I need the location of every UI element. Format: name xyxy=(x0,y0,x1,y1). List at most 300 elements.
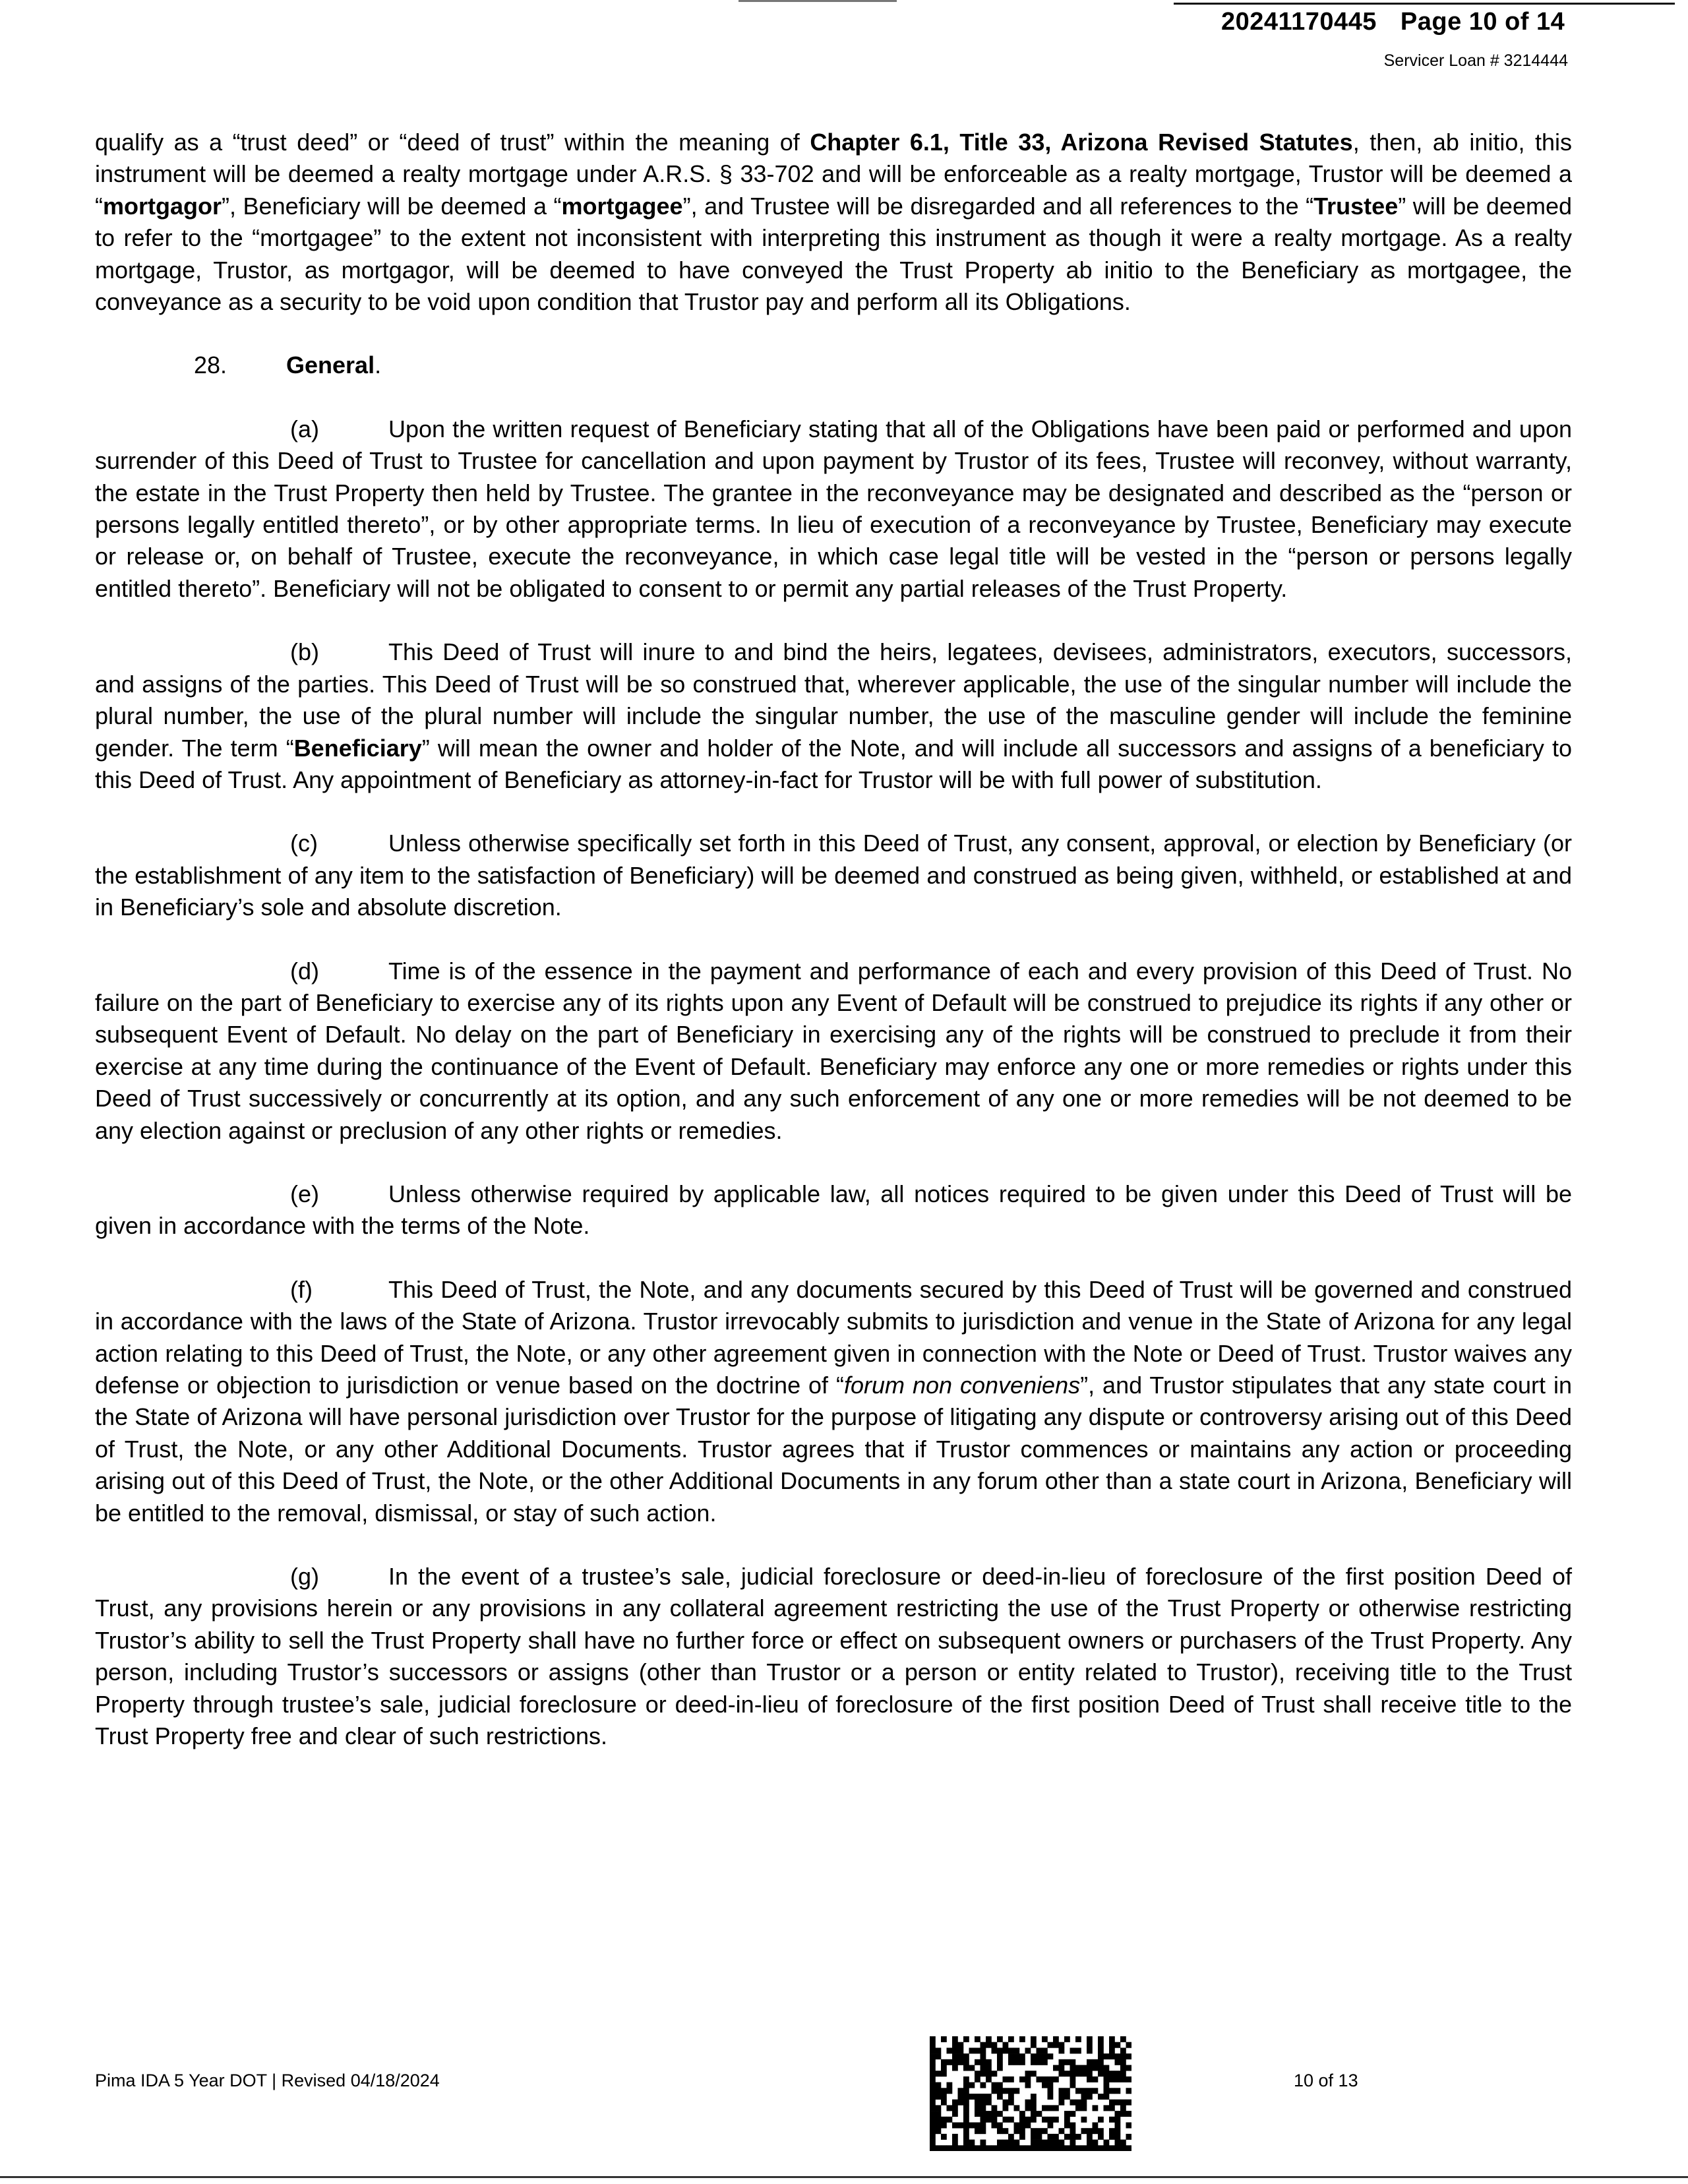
barcode-module xyxy=(941,2059,947,2065)
barcode-module xyxy=(1031,2105,1037,2111)
barcode-module xyxy=(941,2088,947,2094)
barcode-module xyxy=(1059,2145,1065,2151)
clause-b: (b) This Deed of Trust will inure to and bind the heirs, legatees, devisees, administrators, executors, successors, and assigns of the parties. This Deed of Trust will be so construed that, wherever applicable, the use of the singular number will include the plural number, the use of the plural number will include the singular number, the use of the masculine gender will include the feminine gender. The term “Beneficiary” will mean the owner and holder of the Note, and will include all successors and assigns of a beneficiary to this Deed of Trust. Any appointment of Beneficiary as attorney-in-fact for Trustor will be with full power of substitution. xyxy=(95,636,1572,796)
barcode-module xyxy=(1064,2134,1070,2140)
barcode-module xyxy=(1037,2059,1042,2065)
barcode-module xyxy=(980,2123,986,2129)
barcode-module xyxy=(1098,2059,1104,2065)
barcode-module xyxy=(1064,2111,1070,2117)
barcode-module xyxy=(958,2042,964,2048)
barcode-module xyxy=(958,2059,964,2065)
barcode-module xyxy=(1087,2065,1093,2071)
barcode-module xyxy=(1120,2065,1126,2071)
barcode-module xyxy=(1109,2134,1115,2140)
clause-label: (b) xyxy=(290,638,319,666)
barcode-module xyxy=(1008,2145,1014,2151)
barcode-module xyxy=(1042,2053,1048,2059)
barcode-module xyxy=(1048,2105,1054,2111)
barcode-module xyxy=(941,2100,947,2106)
barcode-module xyxy=(969,2145,975,2151)
barcode-module xyxy=(1037,2053,1042,2059)
barcode-module xyxy=(1104,2105,1110,2111)
barcode-module xyxy=(1087,2042,1093,2048)
barcode-module xyxy=(1098,2117,1104,2123)
barcode-module xyxy=(1087,2145,1093,2151)
barcode-module xyxy=(980,2053,986,2059)
barcode-module xyxy=(1025,2071,1031,2077)
barcode-module xyxy=(1008,2140,1014,2146)
barcode-module xyxy=(1120,2111,1126,2117)
barcode-module xyxy=(1008,2036,1014,2042)
recording-number: 20241170445 xyxy=(1221,8,1377,36)
barcode-module xyxy=(1064,2094,1070,2100)
barcode-module xyxy=(980,2094,986,2100)
barcode-module xyxy=(1042,2140,1048,2146)
barcode-module xyxy=(1120,2145,1126,2151)
barcode-module xyxy=(1098,2134,1104,2140)
barcode-module xyxy=(980,2059,986,2065)
barcode-module xyxy=(969,2140,975,2146)
barcode-module xyxy=(992,2088,998,2094)
barcode-module xyxy=(963,2111,969,2117)
barcode-module xyxy=(980,2111,986,2117)
barcode-module xyxy=(936,2082,942,2088)
barcode-module xyxy=(1115,2100,1121,2106)
barcode-module xyxy=(1098,2036,1104,2042)
barcode-module xyxy=(1075,2088,1081,2094)
barcode-module xyxy=(975,2128,980,2134)
barcode-module xyxy=(1042,2082,1048,2088)
barcode-module xyxy=(1104,2088,1110,2094)
barcode-module xyxy=(992,2048,998,2053)
document-body xyxy=(95,127,1572,1752)
barcode-module xyxy=(963,2065,969,2071)
barcode-module xyxy=(992,2082,998,2088)
barcode-module xyxy=(1126,2111,1132,2117)
barcode-module xyxy=(997,2053,1003,2059)
barcode-module xyxy=(969,2094,975,2100)
barcode-module xyxy=(1087,2088,1093,2094)
barcode-module xyxy=(1025,2123,1031,2129)
barcode-module xyxy=(1053,2105,1059,2111)
barcode-module xyxy=(936,2088,942,2094)
barcode-module xyxy=(1003,2140,1009,2146)
barcode-module xyxy=(1115,2145,1121,2151)
barcode-module xyxy=(986,2145,992,2151)
barcode-module xyxy=(947,2082,953,2088)
barcode-module xyxy=(1048,2134,1054,2140)
clause-d: (d) Time is of the essence in the payment and performance of each and every provision of this Deed of Trust. No failure on the part of Beneficiary to exercise any of its rights upon any Event of Default will be construed to prejudice its rights if any other or subsequent Event of Default. No delay on the part of Beneficiary in exercising any of the rights will be construed to preclude it from their exercise at any time during the continuance of the Event of Default. Beneficiary may enforce any one or more remedies or rights under this Deed of Trust successively or concurrently at its option, and any such enforcement of any one or more remedies will be not deemed to be any election against or preclusion of any other rights or remedies. xyxy=(95,956,1572,1147)
barcode-module xyxy=(997,2128,1003,2134)
barcode-module xyxy=(1081,2128,1087,2134)
barcode-module xyxy=(986,2042,992,2048)
clause-label: (d) xyxy=(290,957,319,985)
barcode-module xyxy=(1031,2053,1037,2059)
barcode-module xyxy=(1008,2117,1014,2123)
barcode-module xyxy=(1093,2140,1099,2146)
barcode-module xyxy=(1109,2128,1115,2134)
barcode-module xyxy=(1048,2077,1054,2082)
barcode-module xyxy=(952,2111,958,2117)
barcode-module xyxy=(997,2111,1003,2117)
barcode-module xyxy=(1003,2048,1009,2053)
barcode-module xyxy=(1064,2123,1070,2129)
clause-label: (e) xyxy=(290,1180,319,1207)
barcode-module xyxy=(1075,2100,1081,2106)
barcode-module xyxy=(1098,2042,1104,2048)
form-name: Pima IDA 5 Year DOT | Revised 04/18/2024 xyxy=(95,2071,440,2090)
barcode-module xyxy=(963,2036,969,2042)
barcode-module xyxy=(1019,2134,1025,2140)
barcode-module xyxy=(1098,2094,1104,2100)
barcode-module xyxy=(1087,2094,1093,2100)
barcode-module xyxy=(1115,2123,1121,2129)
barcode-module xyxy=(936,2117,942,2123)
barcode-module xyxy=(1098,2071,1104,2077)
barcode-module xyxy=(986,2036,992,2042)
barcode-module xyxy=(963,2105,969,2111)
barcode-module xyxy=(941,2065,947,2071)
barcode-module xyxy=(1059,2065,1065,2071)
barcode-module xyxy=(947,2059,953,2065)
barcode-module xyxy=(975,2111,980,2117)
barcode-module xyxy=(975,2071,980,2077)
barcode-module xyxy=(975,2048,980,2053)
barcode-module xyxy=(941,2036,947,2042)
barcode-module xyxy=(1008,2059,1014,2065)
barcode-module xyxy=(1093,2059,1099,2065)
barcode-module xyxy=(1037,2140,1042,2146)
barcode-module xyxy=(1008,2077,1014,2082)
barcode-module xyxy=(1109,2088,1115,2094)
barcode-module xyxy=(930,2048,936,2053)
barcode-module xyxy=(1003,2117,1009,2123)
barcode-module xyxy=(958,2123,964,2129)
barcode-module xyxy=(958,2048,964,2053)
barcode-module xyxy=(1115,2059,1121,2065)
barcode-module xyxy=(1093,2077,1099,2082)
barcode-module xyxy=(1019,2077,1025,2082)
datamatrix-barcode-icon xyxy=(930,2036,1131,2151)
barcode-module xyxy=(1003,2100,1009,2106)
barcode-module xyxy=(1064,2117,1070,2123)
barcode-module xyxy=(992,2042,998,2048)
barcode-module xyxy=(930,2140,936,2146)
barcode-module xyxy=(1008,2048,1014,2053)
barcode-module xyxy=(941,2145,947,2151)
barcode-module xyxy=(992,2117,998,2123)
barcode-module xyxy=(1070,2065,1076,2071)
barcode-module xyxy=(969,2123,975,2129)
barcode-module xyxy=(1075,2105,1081,2111)
barcode-module xyxy=(963,2059,969,2065)
barcode-module xyxy=(1070,2134,1076,2140)
barcode-module xyxy=(980,2082,986,2088)
barcode-module xyxy=(930,2094,936,2100)
barcode-module xyxy=(1014,2145,1020,2151)
barcode-module xyxy=(1104,2140,1110,2146)
barcode-module xyxy=(1115,2088,1121,2094)
barcode-module xyxy=(1014,2088,1020,2094)
barcode-module xyxy=(1070,2111,1076,2117)
barcode-module xyxy=(1075,2145,1081,2151)
barcode-module xyxy=(997,2036,1003,2042)
barcode-module xyxy=(952,2140,958,2146)
barcode-module xyxy=(1115,2140,1121,2146)
barcode-module xyxy=(1014,2059,1020,2065)
barcode-module xyxy=(1059,2088,1065,2094)
barcode-module xyxy=(1008,2053,1014,2059)
barcode-module xyxy=(1126,2088,1132,2094)
barcode-module xyxy=(930,2128,936,2134)
barcode-module xyxy=(975,2094,980,2100)
barcode-module xyxy=(1093,2088,1099,2094)
barcode-module xyxy=(969,2065,975,2071)
barcode-module xyxy=(1109,2042,1115,2048)
barcode-module xyxy=(1104,2145,1110,2151)
barcode-module xyxy=(1109,2077,1115,2082)
barcode-module xyxy=(1070,2059,1076,2065)
barcode-module xyxy=(1081,2094,1087,2100)
barcode-module xyxy=(1126,2077,1132,2082)
barcode-module xyxy=(1093,2123,1099,2129)
section-heading: 28. General. xyxy=(95,349,1572,381)
barcode-module xyxy=(1048,2117,1054,2123)
barcode-module xyxy=(963,2100,969,2106)
barcode-module xyxy=(1037,2145,1042,2151)
barcode-module xyxy=(1048,2145,1054,2151)
barcode-module xyxy=(997,2094,1003,2100)
barcode-module xyxy=(930,2111,936,2117)
barcode-module xyxy=(1064,2071,1070,2077)
barcode-module xyxy=(1003,2145,1009,2151)
barcode-module xyxy=(1031,2071,1037,2077)
barcode-module xyxy=(1104,2071,1110,2077)
barcode-module xyxy=(1014,2048,1020,2053)
barcode-module xyxy=(1104,2082,1110,2088)
barcode-module xyxy=(986,2077,992,2082)
barcode-module xyxy=(1115,2077,1121,2082)
barcode-module xyxy=(1042,2105,1048,2111)
barcode-module xyxy=(930,2077,936,2082)
barcode-module xyxy=(986,2059,992,2065)
barcode-module xyxy=(952,2036,958,2042)
barcode-module xyxy=(997,2140,1003,2146)
barcode-module xyxy=(986,2100,992,2106)
page-count: 10 of 13 xyxy=(1294,2071,1358,2090)
scan-artifact-line xyxy=(738,0,897,2)
barcode-module xyxy=(947,2088,953,2094)
barcode-module xyxy=(1115,2134,1121,2140)
barcode-module xyxy=(1098,2145,1104,2151)
barcode-module xyxy=(947,2048,953,2053)
barcode-module xyxy=(941,2134,947,2140)
barcode-module xyxy=(1059,2100,1065,2106)
barcode-module xyxy=(1120,2140,1126,2146)
barcode-module xyxy=(1059,2071,1065,2077)
barcode-module xyxy=(936,2111,942,2117)
barcode-module xyxy=(1070,2100,1076,2106)
barcode-module xyxy=(1003,2105,1009,2111)
barcode-module xyxy=(1008,2134,1014,2140)
recording-header xyxy=(1221,8,1565,36)
barcode-module xyxy=(980,2128,986,2134)
barcode-module xyxy=(1025,2105,1031,2111)
barcode-module xyxy=(1014,2053,1020,2059)
barcode-module xyxy=(1019,2123,1025,2129)
barcode-module xyxy=(997,2123,1003,2129)
barcode-module xyxy=(1037,2128,1042,2134)
barcode-module xyxy=(1031,2036,1037,2042)
barcode-module xyxy=(997,2082,1003,2088)
barcode-module xyxy=(1126,2145,1132,2151)
clause-a: (a) Upon the written request of Beneficiary stating that all of the Obligations have been paid or performed and upon surrender of this Deed of Trust to Trustee for cancellation and upon payment by Trustor of its fees, Trustee will reconvey, without warranty, the estate in the Trust Property then held by Trustee. The grantee in the reconveyance may be designated and described as the “person or persons legally entitled thereto”, or by other appropriate terms. In lieu of execution of a reconveyance by Trustee, Beneficiary may execute or release or, on behalf of Trustee, execute the reconveyance, in which case legal title will be vested in the “person or persons legally entitled thereto”. Beneficiary will not be obligated to consent to or permit any partial releases of the Trust Property. xyxy=(95,413,1572,605)
barcode-module xyxy=(963,2077,969,2082)
barcode-module xyxy=(952,2042,958,2048)
barcode-module xyxy=(1081,2065,1087,2071)
barcode-module xyxy=(1070,2048,1076,2053)
page-indicator: Page 10 of 14 xyxy=(1400,8,1565,36)
barcode-module xyxy=(1115,2128,1121,2134)
barcode-module xyxy=(986,2094,992,2100)
barcode-module xyxy=(980,2117,986,2123)
barcode-module xyxy=(975,2105,980,2111)
barcode-module xyxy=(930,2100,936,2106)
barcode-module xyxy=(1126,2053,1132,2059)
barcode-module xyxy=(1031,2128,1037,2134)
barcode-module xyxy=(1053,2117,1059,2123)
barcode-module xyxy=(1120,2036,1126,2042)
barcode-module xyxy=(980,2065,986,2071)
barcode-module xyxy=(936,2145,942,2151)
barcode-module xyxy=(1008,2100,1014,2106)
barcode-module xyxy=(1081,2088,1087,2094)
barcode-module xyxy=(1031,2140,1037,2146)
barcode-module xyxy=(1087,2071,1093,2077)
barcode-module xyxy=(997,2048,1003,2053)
barcode-module xyxy=(1064,2036,1070,2042)
barcode-module xyxy=(952,2145,958,2151)
barcode-module xyxy=(947,2145,953,2151)
clause-g: (g) In the event of a trustee’s sale, judicial foreclosure or deed-in-lieu of foreclosure of the first position Deed of Trust, any provisions herein or any provisions in any collateral agreement restricting the use of the Trust Property or otherwise restricting Trustor’s ability to sell the Trust Property shall have no further force or effect on subsequent owners or purchasers of the Trust Property. Any person, including Trustor’s successors or assigns (other than Trustor or a person or entity related to Trustor), receiving title to the Trust Property through trustee’s sale, judicial foreclosure or deed-in-lieu of foreclosure of the first position Deed of Trust shall receive title to the Trust Property free and clear of such restrictions. xyxy=(95,1561,1572,1752)
barcode-module xyxy=(986,2065,992,2071)
barcode-module xyxy=(1075,2071,1081,2077)
barcode-module xyxy=(975,2123,980,2129)
barcode-module xyxy=(980,2105,986,2111)
barcode-module xyxy=(1126,2042,1132,2048)
barcode-module xyxy=(1037,2048,1042,2053)
barcode-module xyxy=(1064,2145,1070,2151)
barcode-module xyxy=(1070,2128,1076,2134)
barcode-module xyxy=(1070,2082,1076,2088)
barcode-module xyxy=(1115,2042,1121,2048)
barcode-module xyxy=(1081,2145,1087,2151)
barcode-module xyxy=(1014,2105,1020,2111)
barcode-module xyxy=(1087,2048,1093,2053)
barcode-module xyxy=(975,2059,980,2065)
barcode-module xyxy=(1059,2048,1065,2053)
barcode-module xyxy=(1053,2036,1059,2042)
barcode-module xyxy=(1109,2048,1115,2053)
barcode-module xyxy=(1025,2100,1031,2106)
barcode-module xyxy=(1120,2059,1126,2065)
footer-rule xyxy=(0,2176,1688,2178)
barcode-module xyxy=(941,2123,947,2129)
barcode-module xyxy=(1109,2117,1115,2123)
barcode-module xyxy=(930,2082,936,2088)
barcode-module xyxy=(1081,2117,1087,2123)
barcode-module xyxy=(1075,2134,1081,2140)
barcode-module xyxy=(1048,2140,1054,2146)
barcode-module xyxy=(930,2105,936,2111)
barcode-module xyxy=(1042,2077,1048,2082)
barcode-module xyxy=(1037,2134,1042,2140)
barcode-module xyxy=(1109,2053,1115,2059)
barcode-module xyxy=(1014,2128,1020,2134)
barcode-module xyxy=(952,2100,958,2106)
barcode-module xyxy=(930,2036,936,2042)
barcode-module xyxy=(1104,2053,1110,2059)
clause-label: (a) xyxy=(290,415,319,442)
barcode-module xyxy=(1031,2134,1037,2140)
barcode-module xyxy=(980,2071,986,2077)
clause-f: (f) This Deed of Trust, the Note, and any documents secured by this Deed of Trust will be governed and construed in accordance with the laws of the State of Arizona. Trustor irrevocably submits to jurisdiction and venue in the State of Arizona for any legal action relating to this Deed of Trust, the Note, or any other agreement given in connection with the Note or Deed of Trust. Trustor waives any defense or objection to jurisdiction or venue based on the doctrine of “forum non conveniens”, and Trustor stipulates that any state court in the State of Arizona will have personal jurisdiction over Trustor for the purpose of litigating any dispute or controversy arising out of this Deed of Trust, the Note, or any other Additional Documents. Trustor agrees that if Trustor commences or maintains any action or proceeding arising out of this Deed of Trust, the Note, or the other Additional Documents in any forum other than a state court in Arizona, Beneficiary will be entitled to the removal, dismissal, or stay of such action. xyxy=(95,1274,1572,1529)
barcode-module xyxy=(930,2053,936,2059)
barcode-module xyxy=(952,2105,958,2111)
barcode-module xyxy=(1104,2077,1110,2082)
barcode-module xyxy=(1003,2128,1009,2134)
barcode-module xyxy=(969,2082,975,2088)
barcode-module xyxy=(1019,2117,1025,2123)
barcode-module xyxy=(1126,2134,1132,2140)
barcode-module xyxy=(1053,2077,1059,2082)
barcode-module xyxy=(1098,2048,1104,2053)
barcode-module xyxy=(963,2128,969,2134)
barcode-module xyxy=(963,2088,969,2094)
barcode-module xyxy=(992,2071,998,2077)
barcode-module xyxy=(1003,2088,1009,2094)
barcode-module xyxy=(1019,2145,1025,2151)
barcode-module xyxy=(1115,2053,1121,2059)
barcode-module xyxy=(1031,2094,1037,2100)
barcode-module xyxy=(1098,2065,1104,2071)
barcode-module xyxy=(1126,2100,1132,2106)
barcode-module xyxy=(1008,2094,1014,2100)
barcode-module xyxy=(952,2053,958,2059)
barcode-module xyxy=(1070,2123,1076,2129)
barcode-module xyxy=(941,2117,947,2123)
barcode-module xyxy=(1087,2140,1093,2146)
barcode-module xyxy=(1081,2071,1087,2077)
barcode-module xyxy=(930,2117,936,2123)
barcode-module xyxy=(952,2048,958,2053)
barcode-module xyxy=(1031,2111,1037,2117)
barcode-module xyxy=(952,2065,958,2071)
barcode-module xyxy=(1098,2053,1104,2059)
clause-label: (c) xyxy=(290,830,318,857)
barcode-module xyxy=(930,2065,936,2071)
barcode-module xyxy=(1048,2094,1054,2100)
barcode-module xyxy=(1126,2123,1132,2129)
barcode-module xyxy=(1019,2053,1025,2059)
barcode-module xyxy=(1042,2048,1048,2053)
barcode-module xyxy=(980,2100,986,2106)
barcode-module xyxy=(1003,2042,1009,2048)
barcode-module xyxy=(1042,2128,1048,2134)
barcode-module xyxy=(1093,2145,1099,2151)
barcode-module xyxy=(1059,2094,1065,2100)
barcode-module xyxy=(1075,2048,1081,2053)
